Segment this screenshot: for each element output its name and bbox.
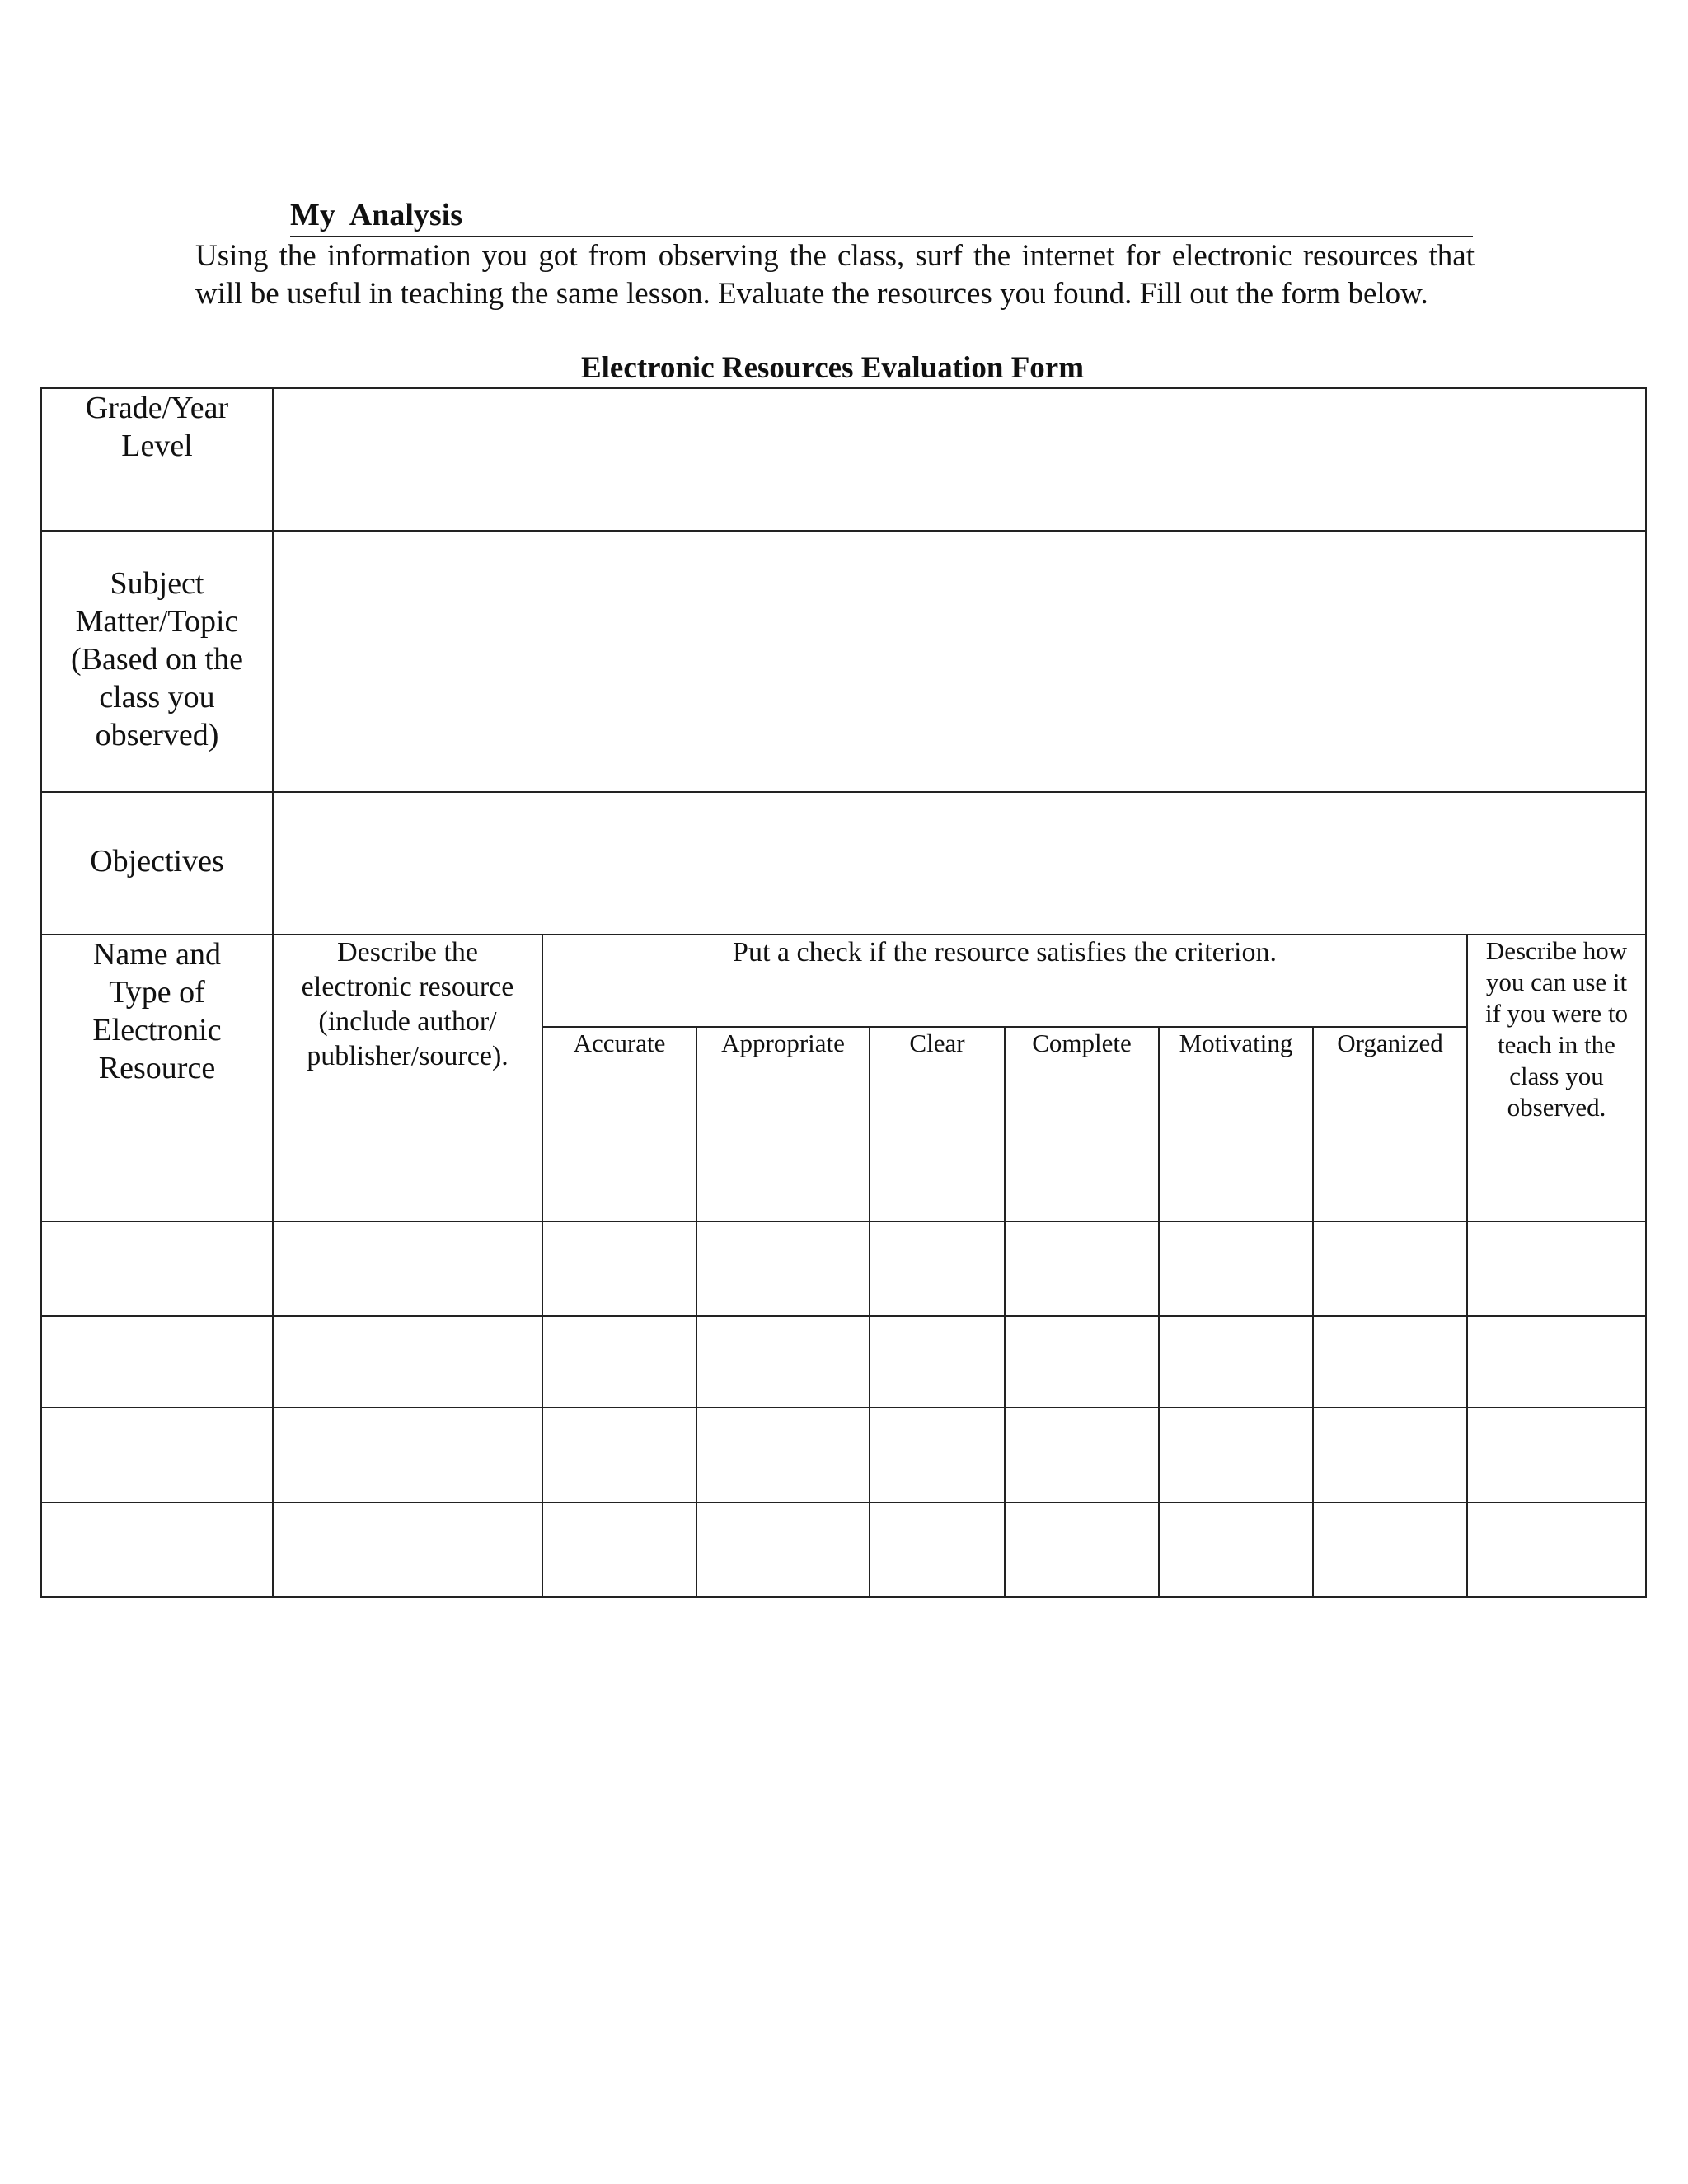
clear-check-cell[interactable] xyxy=(869,1407,1006,1503)
objectives-label-cell xyxy=(40,791,274,935)
usage-description-field[interactable] xyxy=(1466,1315,1647,1408)
accurate-check-cell[interactable] xyxy=(542,1407,697,1503)
instructions-text: Using the information you got from observing the class, surf the internet for electronic resources that will be useful in teaching the same lesson. Evaluate the resources you found. Fill out the form below. xyxy=(195,239,1475,311)
appropriate-check-cell[interactable] xyxy=(696,1502,870,1598)
check-instruction-header xyxy=(542,934,1468,1028)
resource-description-field[interactable] xyxy=(272,1407,543,1503)
motivating-check-cell[interactable] xyxy=(1158,1315,1314,1408)
organized-check-cell[interactable] xyxy=(1312,1502,1468,1598)
organized-check-cell[interactable] xyxy=(1312,1407,1468,1503)
check-instruction-label: Put a check if the resource satisfies the criterion. xyxy=(733,937,1277,968)
criterion-organized-header xyxy=(1312,1026,1468,1222)
criterion-label: Organized xyxy=(1337,1029,1443,1057)
criterion-label: Accurate xyxy=(573,1029,666,1057)
motivating-check-cell[interactable] xyxy=(1158,1502,1314,1598)
motivating-check-cell[interactable] xyxy=(1158,1407,1314,1503)
grade-level-label: Grade/Year Level xyxy=(85,391,229,463)
clear-check-cell[interactable] xyxy=(869,1502,1006,1598)
complete-check-cell[interactable] xyxy=(1004,1221,1160,1317)
describe-resource-header xyxy=(272,934,543,1222)
appropriate-check-cell[interactable] xyxy=(696,1407,870,1503)
accurate-check-cell[interactable] xyxy=(542,1315,697,1408)
subject-topic-field[interactable] xyxy=(272,530,1647,793)
clear-check-cell[interactable] xyxy=(869,1221,1006,1317)
resource-description-field[interactable] xyxy=(272,1315,543,1408)
name-type-label: Name and Type of Electronic Resource xyxy=(92,937,222,1085)
grade-level-field[interactable] xyxy=(272,387,1647,532)
criterion-appropriate-header xyxy=(696,1026,870,1222)
resource-description-field[interactable] xyxy=(272,1221,543,1317)
objectives-field[interactable] xyxy=(272,791,1647,935)
describe-resource-label: Describe the electronic resource (include author/ publisher/source). xyxy=(301,937,514,1071)
usage-description-field[interactable] xyxy=(1466,1221,1647,1317)
section-heading: My Analysis xyxy=(290,194,1473,237)
clear-check-cell[interactable] xyxy=(869,1315,1006,1408)
organized-check-cell[interactable] xyxy=(1312,1221,1468,1317)
resource-description-field[interactable] xyxy=(272,1502,543,1598)
criterion-label: Appropriate xyxy=(721,1029,845,1057)
accurate-check-cell[interactable] xyxy=(542,1502,697,1598)
criterion-motivating-header xyxy=(1158,1026,1314,1222)
name-type-header xyxy=(40,934,274,1222)
accurate-check-cell[interactable] xyxy=(542,1221,697,1317)
usage-description-field[interactable] xyxy=(1466,1502,1647,1598)
criterion-label: Motivating xyxy=(1179,1029,1293,1057)
appropriate-check-cell[interactable] xyxy=(696,1315,870,1408)
subject-topic-label-cell xyxy=(40,530,274,793)
resource-name-field[interactable] xyxy=(40,1407,274,1503)
resource-name-field[interactable] xyxy=(40,1221,274,1317)
objectives-label: Objectives xyxy=(90,844,224,879)
complete-check-cell[interactable] xyxy=(1004,1315,1160,1408)
complete-check-cell[interactable] xyxy=(1004,1407,1160,1503)
criterion-accurate-header xyxy=(542,1026,697,1222)
complete-check-cell[interactable] xyxy=(1004,1502,1160,1598)
grade-level-label-cell xyxy=(40,387,274,532)
usage-description-field[interactable] xyxy=(1466,1407,1647,1503)
organized-check-cell[interactable] xyxy=(1312,1315,1468,1408)
criterion-complete-header xyxy=(1004,1026,1160,1222)
criterion-label: Complete xyxy=(1032,1029,1132,1057)
criterion-clear-header xyxy=(869,1026,1006,1222)
appropriate-check-cell[interactable] xyxy=(696,1221,870,1317)
form-title: Electronic Resources Evaluation Form xyxy=(580,351,1085,385)
motivating-check-cell[interactable] xyxy=(1158,1221,1314,1317)
resource-name-field[interactable] xyxy=(40,1502,274,1598)
describe-use-header xyxy=(1466,934,1647,1222)
criterion-label: Clear xyxy=(909,1029,965,1057)
subject-topic-label: Subject Matter/Topic (Based on the class you observed) xyxy=(71,566,243,752)
resource-name-field[interactable] xyxy=(40,1315,274,1408)
describe-use-label: Describe how you can use it if you were to teach in the class you observed. xyxy=(1484,936,1629,1122)
